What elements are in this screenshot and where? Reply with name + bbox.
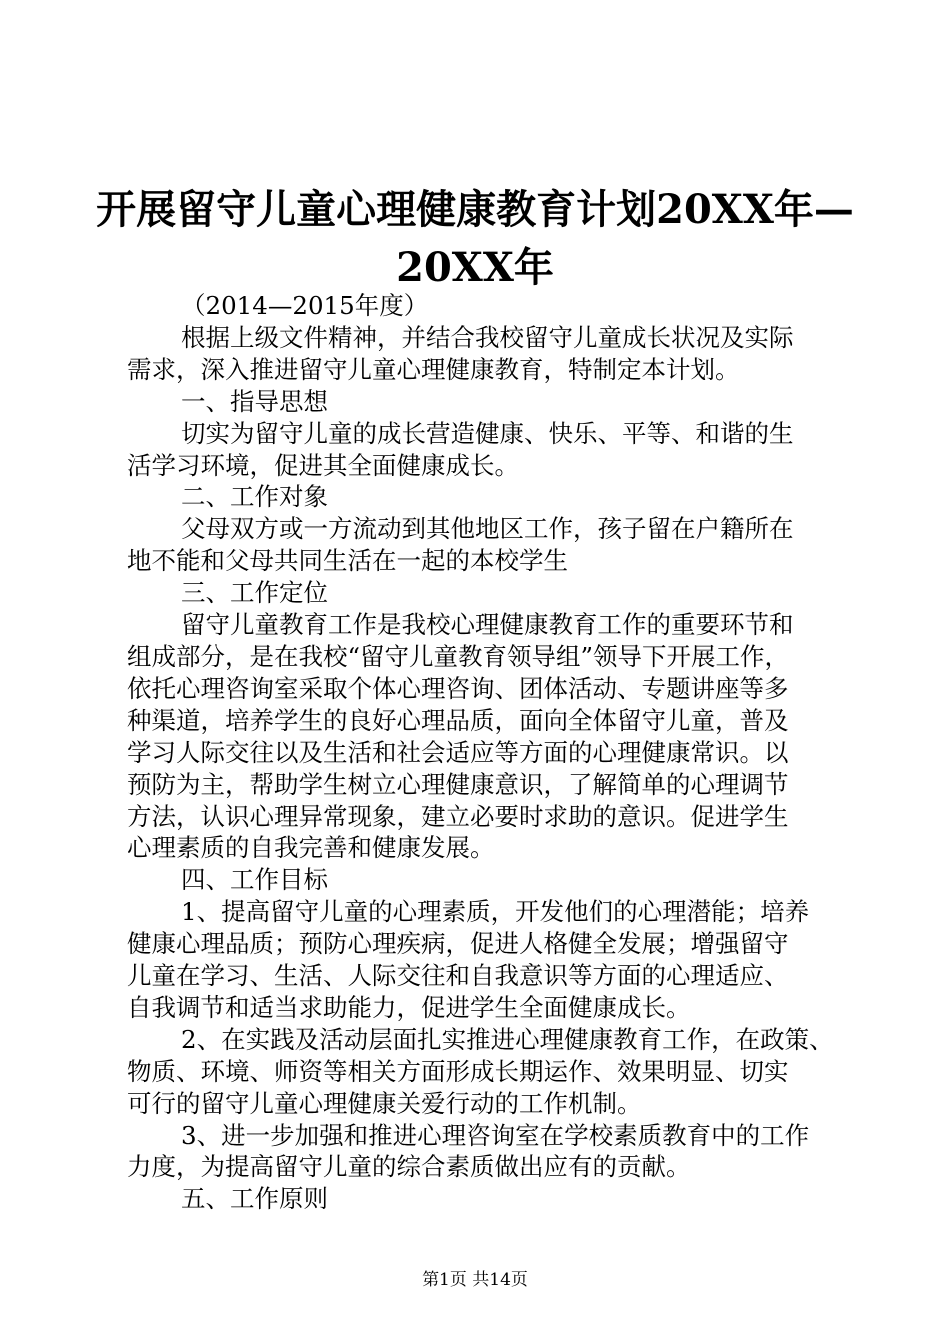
page-number-footer: 第1页 共14页 xyxy=(422,1270,528,1290)
section-heading: 五、工作原则 xyxy=(181,1184,328,1214)
paragraph-line: 种渠道，培养学生的良好心理品质，面向全体留守儿童，普及 xyxy=(127,705,789,735)
paragraph-line: 心理素质的自我完善和健康发展。 xyxy=(127,833,495,863)
paragraph-line: 力度，为提高留守儿童的综合素质做出应有的贡献。 xyxy=(127,1152,691,1182)
paragraph-line: 根据上级文件精神，并结合我校留守儿童成长状况及实际 xyxy=(181,322,794,352)
year-note: （2014—2015年度） xyxy=(181,291,429,320)
paragraph-line: 地不能和父母共同生活在一起的本校学生 xyxy=(127,546,568,576)
paragraph-line: 组成部分，是在我校“留守儿童教育领导组”领导下开展工作， xyxy=(127,641,790,671)
paragraph-line: 3、进一步加强和推进心理咨询室在学校素质教育中的工作 xyxy=(181,1120,810,1150)
paragraph-line: 健康心理品质；预防心理疾病，促进人格健全发展；增强留守 xyxy=(127,929,789,959)
paragraph-line: 留守儿童教育工作是我校心理健康教育工作的重要环节和 xyxy=(181,610,794,640)
paragraph-line: 可行的留守儿童心理健康关爱行动的工作机制。 xyxy=(127,1088,642,1118)
paragraph-line: 父母双方或一方流动到其他地区工作，孩子留在户籍所在 xyxy=(181,514,794,544)
paragraph-line: 2、在实践及活动层面扎实推进心理健康教育工作，在政策、 xyxy=(181,1024,834,1054)
paragraph-line: 儿童在学习、生活、人际交往和自我意识等方面的心理适应、 xyxy=(127,961,789,991)
paragraph-line: 切实为留守儿童的成长营造健康、快乐、平等、和谐的生 xyxy=(181,418,794,448)
paragraph-line: 1、提高留守儿童的心理素质，开发他们的心理潜能；培养 xyxy=(181,897,810,927)
document-title-line-2: 20XX年 xyxy=(396,244,554,291)
paragraph-line: 物质、环境、师资等相关方面形成长期运作、效果明显、切实 xyxy=(127,1056,789,1086)
paragraph-line: 学习人际交往以及生活和社会适应等方面的心理健康常识。以 xyxy=(127,737,789,767)
section-heading: 二、工作对象 xyxy=(181,482,328,512)
paragraph-line: 需求，深入推进留守儿童心理健康教育，特制定本计划。 xyxy=(127,354,740,384)
paragraph-line: 活学习环境，促进其全面健康成长。 xyxy=(127,450,519,480)
document-body xyxy=(127,290,843,1215)
section-heading: 一、指导思想 xyxy=(181,386,328,416)
paragraph-line: 预防为主，帮助学生树立心理健康意识，了解简单的心理调节 xyxy=(127,769,789,799)
paragraph-line: 自我调节和适当求助能力，促进学生全面健康成长。 xyxy=(127,992,691,1022)
paragraph-line: 依托心理咨询室采取个体心理咨询、团体活动、专题讲座等多 xyxy=(127,673,789,703)
paragraph-line: 方法，认识心理异常现象，建立必要时求助的意识。促进学生 xyxy=(127,801,789,831)
section-heading: 四、工作目标 xyxy=(181,865,328,895)
document-title-line-1: 开展留守儿童心理健康教育计划20XX年— xyxy=(96,186,854,233)
section-heading: 三、工作定位 xyxy=(181,578,328,608)
